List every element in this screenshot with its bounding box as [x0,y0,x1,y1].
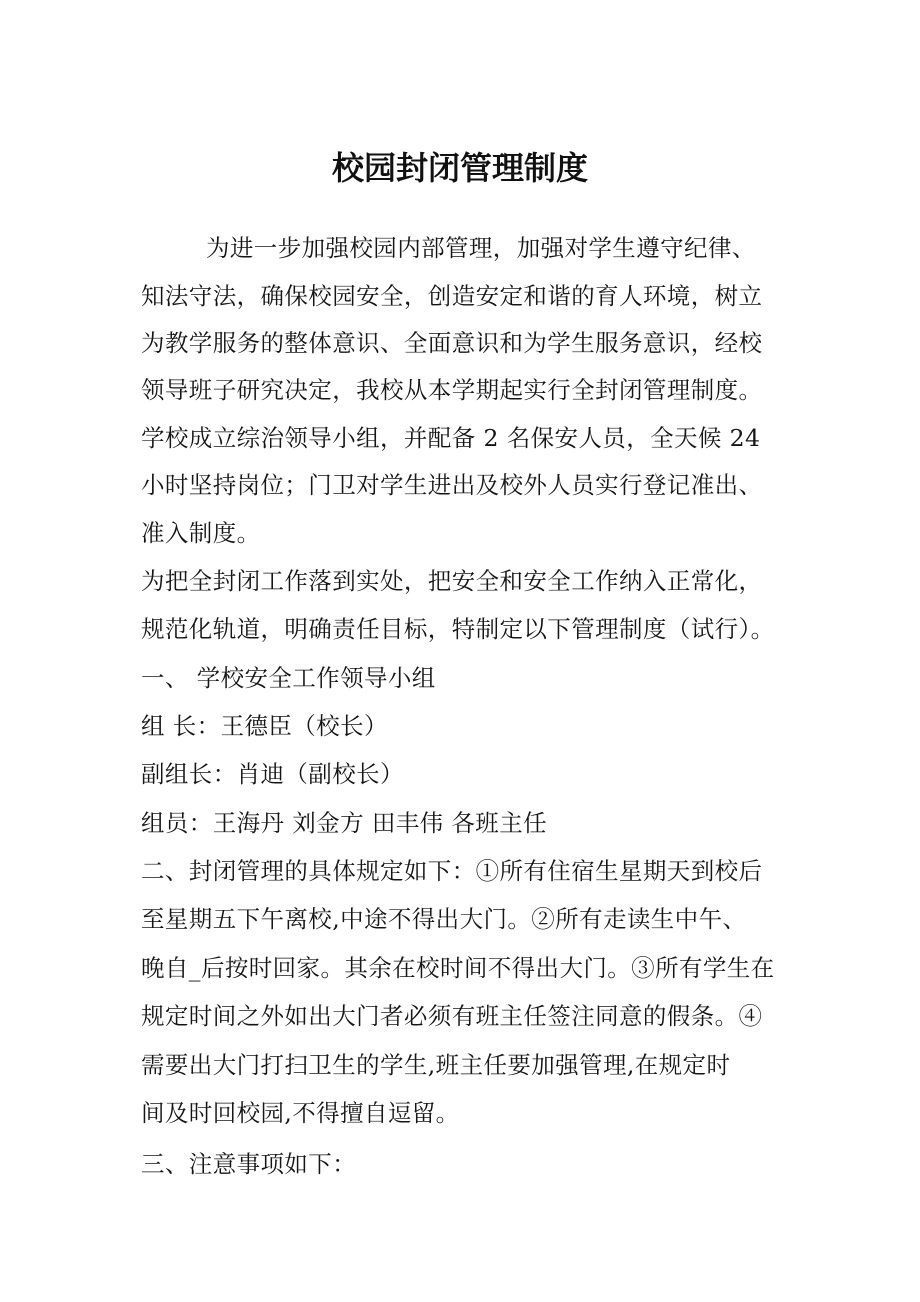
paragraph-line: 间及时回校园,不得擅自逗留。 [141,1099,460,1127]
paragraph-line: 副组长：肖迪（副校长） [141,760,404,788]
paragraph-line: 为进一步加强校园内部管理，加强对学生遵守纪律、 [206,234,756,262]
paragraph-line: 组员：王海丹 刘金方 田丰伟 各班主任 [141,809,548,837]
paragraph-line: 需要出大门打扫卫生的学生,班主任要加强管理,在规定时 [141,1051,731,1079]
paragraph-line: 为教学服务的整体意识、全面意识和为学生服务意识，经校 [141,329,763,357]
section-heading: 一、 学校安全工作领导小组 [141,664,436,692]
paragraph-line: 至星期五下午离校,中途不得出大门。②所有走读生中午、 [141,905,747,933]
paragraph-line: 领导班子研究决定，我校从本学期起实行全封闭管理制度。 [141,376,763,404]
section-heading: 三、注意事项如下： [141,1150,357,1178]
section-heading: 二、封闭管理的具体规定如下：①所有住宿生星期天到校后 [141,857,763,885]
paragraph-line: 组 长：王德臣（校长） [141,712,388,740]
document-title: 校园封闭管理制度 [331,149,588,187]
paragraph-line: 晚自_后按时回家。其余在校时间不得出大门。③所有学生在 [141,954,775,982]
paragraph-line: 知法守法，确保校园安全，创造安定和谐的育人环境，树立 [141,282,763,310]
paragraph-line: 学校成立综治领导小组，并配备 2 名保安人员，全天候 24 [141,424,761,452]
paragraph-line: 准入制度。 [141,519,261,547]
paragraph-line: 为把全封闭工作落到实处，把安全和安全工作纳入正常化， [141,567,763,595]
paragraph-line: 规范化轨道，明确责任目标，特制定以下管理制度（试行）。 [141,615,775,643]
paragraph-line: 规定时间之外如出大门者必须有班主任签注同意的假条。④ [141,1002,763,1030]
paragraph-line: 小时坚持岗位；门卫对学生进出及校外人员实行登记准出、 [141,471,763,499]
